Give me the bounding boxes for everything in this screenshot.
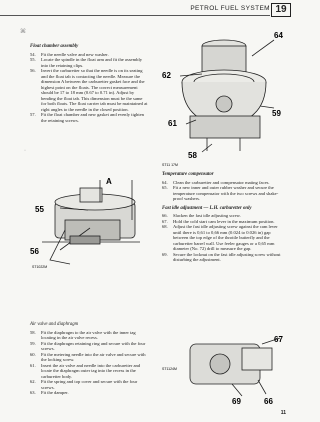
air-valve-assembly-diagram — [162, 26, 290, 168]
callout-label: A — [106, 177, 112, 186]
temperature-compensator-section — [162, 172, 286, 263]
step-item: 66. Slacken the fast idle adjusting screw. — [162, 213, 241, 218]
step-item: 65. Fit a new inner and outer rubber washer and secure the temperature compensator with the two screws and shake-proof washers. — [162, 185, 279, 201]
callout-label: 64 — [274, 31, 283, 40]
callout-label: 69 — [232, 397, 241, 406]
float-chamber-section — [30, 44, 148, 123]
section-number-badge: 19 — [271, 3, 291, 17]
section-heading: Float chamber assembly — [30, 44, 79, 49]
step-item: 55. Locate the spindle in the float arm and fit the assembly into the retaining clips. — [30, 57, 143, 68]
step-item: 67. Hold the cold start cam lever in the maximum position. — [162, 218, 275, 224]
step-item: 69. Secure the locknut on the fast idle adjusting screw without disturbing the adjustment. — [162, 251, 281, 262]
step-item: 54. Fit the needle valve and new washer. — [30, 51, 109, 57]
callout-label: 61 — [168, 119, 177, 128]
step-item: 62. Fit the spring and top cover and secure with the four screws. — [30, 379, 138, 390]
page-number: 11 — [280, 410, 286, 416]
callout-label: 62 — [162, 71, 171, 80]
margin-mark-icon: ⌘ — [20, 29, 26, 35]
section-heading: Temperature compensator — [162, 172, 214, 177]
step-item: 68. Adjust the fast idle adjusting screw against the cam lever until there is 0,61 to 0,66 mm (0.024 to 0.026 in) gap between the top edge of the throttle butterfly and the carburetter barrel wall. Use feeler gauges or a 0,65 mm diameter (No. 72) drill to measure the gap. — [162, 224, 278, 251]
section-heading: Fast idle adjustment — L.H. carburetter only — [162, 205, 252, 211]
figure-id: ST1124M — [162, 367, 177, 371]
step-item: 57. Fit the float chamber and new gasket and evenly tighten the retaining screws. — [30, 112, 144, 123]
step-item: 58. Fit the diaphragm to the air valve with the inner tag locating in the air valve recess. — [30, 329, 136, 340]
callout-label: 66 — [264, 397, 273, 406]
air-valve-section — [30, 322, 148, 396]
section-heading: Air valve and diaphragm — [30, 322, 79, 327]
callout-label: 58 — [188, 151, 197, 160]
callout-label: 67 — [274, 335, 283, 344]
fast-idle-diagram — [162, 336, 290, 406]
figure-id: ST1022M — [32, 265, 48, 269]
figure-id: ST11 17M — [162, 163, 178, 167]
step-item: 61. Insert the air valve and needle into the carburetter and locate the diaphragm outer tag into the recess in the carburetter body. — [30, 362, 141, 379]
step-item: 64. Clean the carburetter and compensator mating faces. — [162, 179, 270, 185]
callout-label: 59 — [272, 109, 281, 118]
callout-label: 55 — [35, 205, 44, 214]
callout-label: 56 — [30, 247, 39, 256]
step-item: 56. Invert the carburetter so that the needle is on its seating and the float tab is contacting the needle. Measure the dimension A between the carburetter gasket face and the highest point on the floats. The correct measurement should be 17 to 18 mm (0.67 to 0.71 in). Adjust by bending the float tab. This dimension must be the same for both floats. The float carrier tab must be maintained at right angles to the needle in the closed position. — [30, 68, 148, 112]
step-item: 60. Fit the metering needle into the air valve and secure with the locking screw. — [30, 351, 146, 362]
step-item: 63. Fit the damper. — [30, 390, 69, 395]
header-rule — [0, 15, 270, 16]
float-chamber-diagram — [30, 177, 150, 270]
page-header-title: PETROL FUEL SYSTEM — [190, 5, 270, 12]
margin-mark-icon: · — [24, 148, 26, 154]
step-item: 59. Fit the diaphragm retaining ring and secure with the four screws. — [30, 340, 146, 351]
